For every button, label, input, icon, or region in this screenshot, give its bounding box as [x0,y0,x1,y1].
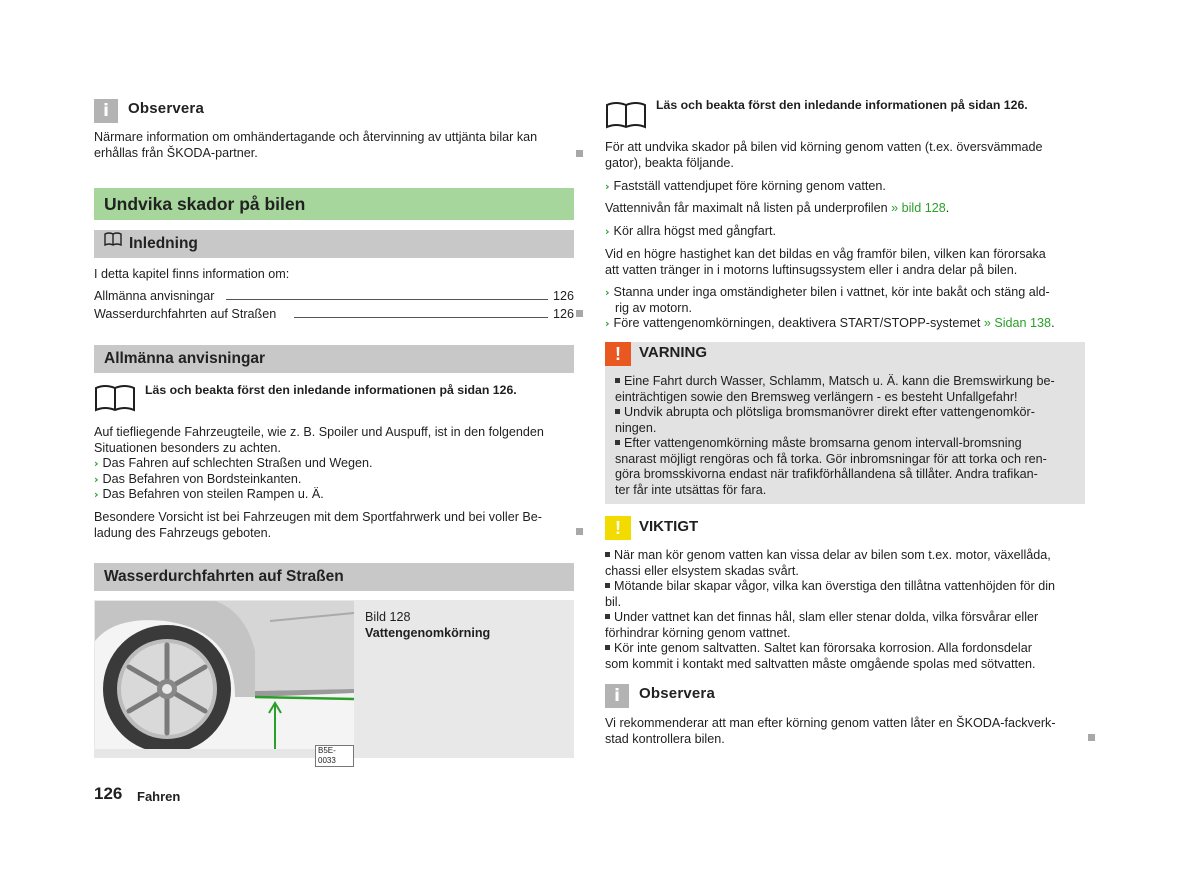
allmanna-paragraph: Auf tiefliegende Fahrzeugteile, wie z. B. Spoiler und Auspuff, ist in den folgenden Situationen besonders zu achten. [94,425,544,455]
figure-caption [365,610,490,641]
allmanna-heading: Allmänna anvisningar [94,345,574,373]
end-mark [576,528,583,535]
toc-row[interactable] [94,289,574,305]
toc-page: 126 [549,307,574,323]
figure-label: Bild 128 [365,610,411,624]
info-icon: i [94,99,118,123]
warning-box [605,342,1085,504]
right-bullet-3: › Stanna under inga omständigheter bilen i vattnet, kör inte bakåt och stäng ald- rig av motorn. [605,285,1050,315]
end-mark [1088,734,1095,741]
caution-icon: ! [605,516,631,540]
observera-title: Observera [639,685,716,702]
observera-text: Vi rekommenderar att man efter körning genom vatten låter en ŠKODA-fackverk- stad kontrollera bilen. [605,716,1056,746]
right-bullet-4: › Före vattengenomkörningen, deaktivera START/STOPP-systemet » Sidan 138. [605,316,1055,330]
observera-text: Närmare information om omhändertagande och återvinning av uttjänta bilar kan erhållas från ŠKODA-partner. [94,130,538,160]
right-paragraph-2: Vattennivån får maximalt nå listen på underprofilen » bild 128. [605,201,950,215]
section-title: Undvika skador på bilen [94,188,574,220]
inledning-title: Inledning [129,235,198,252]
toc-intro: I detta kapitel finns information om: [94,267,290,281]
viktigt-text: När man kör genom vatten kan vissa delar av bilen som t.ex. motor, växellåda, chassi eller elsystem skadas svårt. Mötande bilar skapar vågor, vilka kan överstiga den tillåtna vattenhöjden för din bil. Under vattnet kan det finnas hål, slam eller stenar dolda, vilka försvårar eller förhindrar körning genom vattnet. Kör inte genom saltvatten. Saltet kan förorsaka korrosion. Alla fordonsdelar som kommit i kontakt med saltvatten måste omgående spolas med sötvatten. [605,548,1056,671]
right-bullet-1: › Fastställ vattendjupet före körning genom vatten. [605,179,886,193]
wasser-heading: Wasserdurchfahrten auf Straßen [94,563,574,591]
warning-icon: ! [605,342,631,366]
book-icon [104,228,122,256]
page-link[interactable]: » Sidan 138 [983,316,1052,330]
book-icon [94,384,136,417]
toc-label: Allmänna anvisningar [94,289,220,305]
right-intro: Läs och beakta först den inledande informationen på sidan 126. [656,98,1028,112]
warning-text: Eine Fahrt durch Wasser, Schlamm, Matsch u. Ä. kann die Bremswirkung be- einträchtigen sowie den Bremsweg verlängern - es besteht Unfallgefahr! Undvik abrupta och plötsliga bromsmanövrer direkt efter vattengenomkör- ningen. Efter vattengenomkörning måste bromsarna genom intervall-bromsning snarast möjligt rengöras och få torka. Gör inbromsningar för att torka och ren- göra bromsskivorna endast när trafikförhållandena så tillåter. Andra trafikan- ter får inte utsättas för fara. [615,374,1055,497]
info-icon: i [605,684,629,708]
right-paragraph-3: Vid en högre hastighet kan det bildas en våg framför bilen, vilken kan förorsaka att vatten tränger in i motorns luftinsugssystem eller i andra delar på bilen. [605,247,1046,277]
bullet-chevron-icon: › [605,286,610,299]
bullet-chevron-icon: › [94,457,99,470]
end-mark [576,150,583,157]
page-number: 126 [94,784,123,803]
toc-row[interactable] [94,307,574,323]
running-footer: Fahren [137,789,181,804]
right-paragraph-1: För att undvika skador på bilen vid körning genom vatten (t.ex. översvämmade gator), beakta följande. [605,140,1043,170]
figure-image [95,601,354,765]
figure-code: B5E-0033 [315,745,354,767]
allmanna-bullet-list: › Das Fahren auf schlechten Straßen und Wegen. › Das Befahren von Bordsteinkanten. › Das Befahren von steilen Rampen u. Ä. [94,456,373,501]
figure-128 [94,600,574,765]
bullet-chevron-icon: › [605,317,610,330]
warning-title: VARNING [639,344,708,361]
end-mark [576,310,583,317]
inledning-heading [94,230,574,258]
right-bullet-2: › Kör allra högst med gångfart. [605,224,776,238]
toc-page: 126 [549,289,574,305]
bullet-chevron-icon: › [605,225,610,238]
viktigt-title: VIKTIGT [639,518,699,535]
figure-caption-title: Vattengenomkörning [365,625,491,640]
bullet-chevron-icon: › [94,488,99,501]
allmanna-paragraph-2: Besondere Vorsicht ist bei Fahrzeugen mit dem Sportfahrwerk und bei voller Be- ladung des Fahrzeugs geboten. [94,510,543,540]
bullet-chevron-icon: › [94,472,99,486]
observera-title: Observera [128,100,205,117]
viktigt-heading [605,516,1085,540]
figure-link[interactable]: » bild 128 [891,201,946,215]
allmanna-intro: Läs och beakta först den inledande informationen på sidan 126. [145,383,517,397]
toc-label: Wasserdurchfahrten auf Straßen [94,307,282,323]
bullet-chevron-icon: › [605,180,610,193]
book-icon [605,101,647,134]
